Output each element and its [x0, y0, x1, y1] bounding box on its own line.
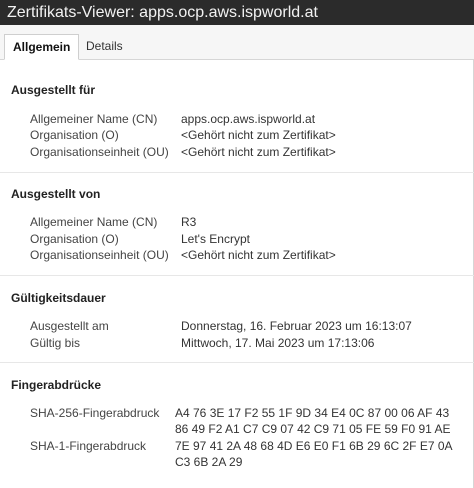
- issued-to-heading: Ausgestellt für: [11, 83, 96, 97]
- issued-on-label: Ausgestellt am: [30, 319, 109, 333]
- divider: [0, 172, 474, 173]
- valid-until-value: Mittwoch, 17. Mai 2023 um 17:13:06: [181, 336, 375, 350]
- issued-to-cn-label: Allgemeiner Name (CN): [30, 112, 158, 126]
- issued-by-cn-label: Allgemeiner Name (CN): [30, 215, 158, 229]
- fingerprints-heading: Fingerabdrücke: [11, 378, 102, 392]
- sha1-line-2: C3 6B 2A 29: [175, 455, 243, 469]
- divider: [0, 275, 474, 276]
- issued-by-ou-value: <Gehört nicht zum Zertifikat>: [181, 248, 336, 262]
- issued-by-ou-label: Organisationseinheit (OU): [30, 248, 169, 262]
- validity-heading: Gültigkeitsdauer: [11, 291, 106, 305]
- issued-by-cn-value: R3: [181, 215, 197, 229]
- issued-by-o-value: Let's Encrypt: [181, 232, 250, 246]
- sha1-label: SHA-1-Fingerabdruck: [30, 439, 147, 453]
- window-title: Zertifikats-Viewer: apps.ocp.aws.ispworld.at: [0, 0, 474, 25]
- issued-on-value: Donnerstag, 16. Februar 2023 um 16:13:07: [181, 319, 412, 333]
- issued-to-ou-label: Organisationseinheit (OU): [30, 145, 169, 159]
- sha1-line-1: 7E 97 41 2A 48 68 4D E6 E0 F1 6B 29 6C 2F E7 0A: [175, 439, 453, 453]
- issued-to-cn-value: apps.ocp.aws.ispworld.at: [181, 112, 316, 126]
- divider: [0, 362, 474, 363]
- tab-bar: [0, 25, 474, 60]
- issued-by-heading: Ausgestellt von: [11, 187, 101, 201]
- sha256-line-2: 86 49 F2 A1 C7 C9 07 42 C9 71 05 FE 59 F0 91 AE: [175, 422, 451, 436]
- issued-to-o-label: Organisation (O): [30, 128, 119, 142]
- certificate-panel: [0, 60, 474, 488]
- valid-until-label: Gültig bis: [30, 336, 81, 350]
- sha256-line-1: A4 76 3E 17 F2 55 1F 9D 34 E4 0C 87 00 06 AF 43: [175, 406, 450, 420]
- issued-to-ou-value: <Gehört nicht zum Zertifikat>: [181, 145, 336, 159]
- tab-general[interactable]: Allgemein: [4, 34, 79, 60]
- issued-to-o-value: <Gehört nicht zum Zertifikat>: [181, 128, 336, 142]
- issued-by-o-label: Organisation (O): [30, 232, 119, 246]
- sha256-label: SHA-256-Fingerabdruck: [30, 406, 160, 420]
- tab-details[interactable]: Details: [86, 39, 123, 53]
